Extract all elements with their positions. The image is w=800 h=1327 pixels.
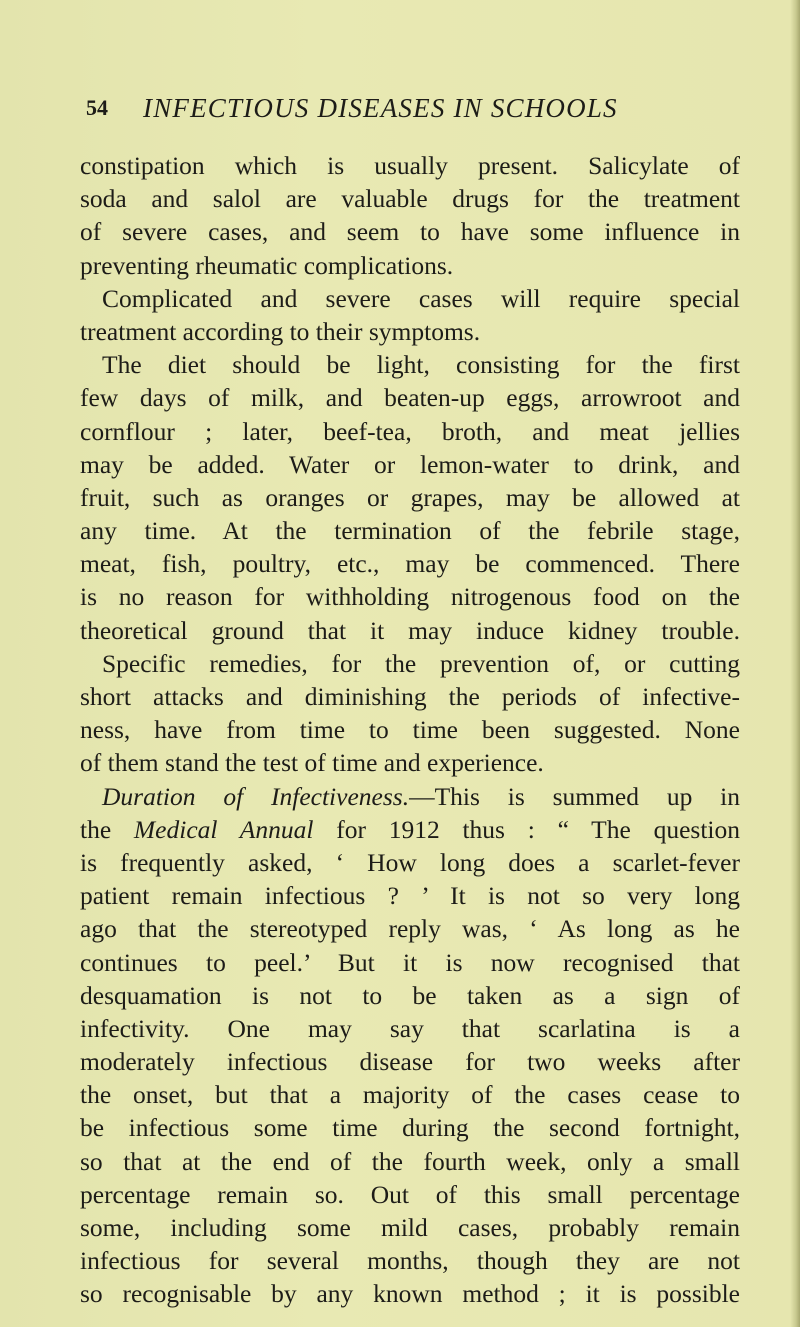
- text-line: be infectious some time during the second fortnight,: [80, 1113, 740, 1143]
- text-line: theoretical ground that it may induce kidney trouble.: [80, 615, 740, 645]
- text-line: fruit, such as oranges or grapes, may be allowed at: [80, 482, 740, 512]
- page-header: [86, 91, 726, 125]
- text-line: of severe cases, and seem to have some influence in: [80, 217, 740, 247]
- text-line: treatment according to their symptoms.: [80, 316, 481, 346]
- text-line: desquamation is not to be taken as a sign of: [80, 980, 740, 1010]
- citation-line: [80, 813, 740, 846]
- heading-continuation: —This is summed up in: [409, 781, 741, 811]
- text-line: Complicated and severe cases will require special: [102, 283, 740, 313]
- text-line: few days of milk, and beaten-up eggs, arrowroot and: [80, 383, 740, 413]
- text-line: is frequently asked, ‘ How long does a scarlet-fever: [80, 847, 740, 877]
- text-line: moderately infectious disease for two weeks after: [80, 1047, 740, 1077]
- text-line: patient remain infectious ? ’ It is not so very long: [80, 881, 740, 911]
- section-heading: Duration of Infectiveness.: [102, 781, 410, 811]
- text-line: infectivity. One may say that scarlatina is a: [80, 1013, 740, 1043]
- text-line: The diet should be light, consisting for the first: [102, 350, 740, 380]
- body-text: [80, 149, 740, 1311]
- text-line: may be added. Water or lemon-water to drink, and: [80, 449, 740, 479]
- text-line: preventing rheumatic complications.: [80, 250, 454, 280]
- text-line: the onset, but that a majority of the cases cease to: [80, 1080, 740, 1110]
- text-line: some, including some mild cases, probably remain: [80, 1213, 740, 1242]
- text-line: infectious for several months, though they are not: [80, 1246, 740, 1276]
- text-line: continues to peel.’ But it is now recognised that: [80, 947, 740, 977]
- text-line: ness, have from time to time been suggested. None: [80, 715, 740, 745]
- text-line: meat, fish, poultry, etc., may be commenced. There: [80, 549, 740, 579]
- text-line: soda and salol are valuable drugs for the treatment: [80, 184, 740, 214]
- page-number: 54: [86, 95, 108, 120]
- text-line: ago that the stereotyped reply was, ‘ As long as he: [80, 914, 740, 944]
- text-line: short attacks and diminishing the periods of infective-: [80, 682, 740, 711]
- citation-before: the: [80, 814, 134, 844]
- text-line: percentage remain so. Out of this small percentage: [80, 1179, 740, 1209]
- text-line: constipation which is usually present. Salicylate of: [80, 151, 740, 180]
- text-line: any time. At the termination of the febrile stage,: [80, 516, 740, 546]
- text-line: Specific remedies, for the prevention of, or cutting: [102, 648, 740, 678]
- running-head: INFECTIOUS DISEASES IN SCHOOLS: [143, 93, 618, 123]
- page-edge-shadow: [790, 0, 800, 1327]
- text-line: is no reason for withholding nitrogenous food on the: [80, 582, 740, 612]
- text-line: of them stand the test of time and experience.: [80, 748, 544, 778]
- citation-after: for 1912 thus : “ The question: [313, 814, 740, 844]
- section-heading-line: [80, 780, 740, 813]
- text-line: cornflour ; later, beef-tea, broth, and meat jellies: [80, 416, 740, 446]
- text-line: so recognisable by any known method ; it is possible: [80, 1279, 740, 1309]
- text-line: so that at the end of the fourth week, only a small: [80, 1146, 740, 1176]
- citation-title: Medical Annual: [133, 814, 314, 844]
